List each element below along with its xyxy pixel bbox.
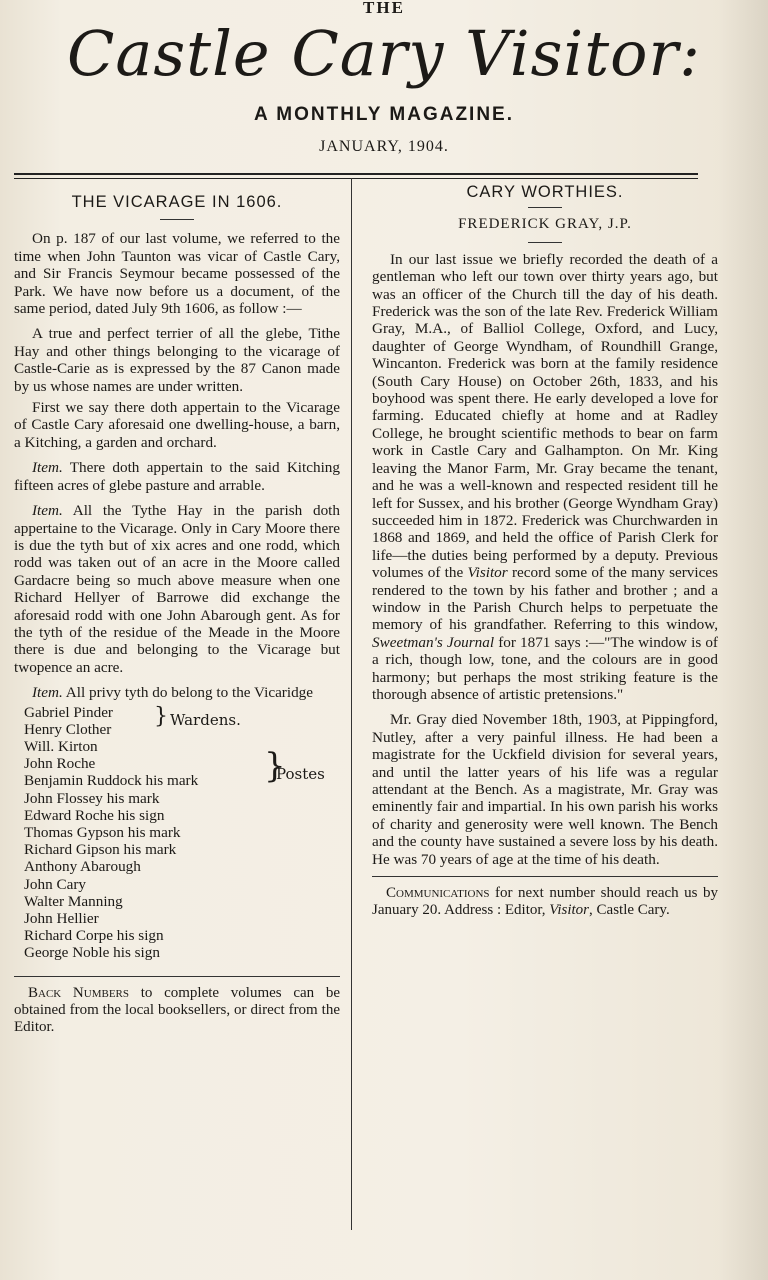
communications-notice [372, 885, 718, 919]
signatory: Gabriel Pinder [24, 703, 113, 721]
paragraph: On p. 187 of our last volume, we referred to the time when John Taunton was vicar of Castle Cary, and Sir Francis Seymour became possessed of the Park. We have now before us a document, of the same period, dated July 9th 1606, as follow :— [14, 230, 340, 318]
signatory: John Roche [24, 755, 96, 773]
signatories-list [14, 807, 340, 962]
signatory: Thomas Gypson his mark [24, 823, 181, 841]
brace-icon: } [264, 746, 286, 787]
publication-name: Visitor [549, 902, 590, 919]
article-subheading: FREDERICK GRAY, J.P. [458, 216, 632, 233]
footer-rule [372, 876, 718, 877]
notice-text: , Castle Cary. [589, 902, 670, 919]
page-edge-shadow [718, 0, 768, 1280]
back-numbers-notice [14, 985, 340, 1036]
header-rule-thin [14, 178, 698, 179]
signatory: Anthony Abarough [24, 858, 141, 876]
heading-rule [528, 242, 562, 243]
wardens-label: Wardens. [170, 710, 241, 729]
signatory: Richard Corpe his sign [24, 927, 164, 945]
publication-name: Sweetman's Journal [372, 633, 495, 651]
signatory: Benjamin Ruddock his mark [24, 772, 199, 790]
paragraph-text: for 1871 says :—"The window is of a rich, though low, tone, and the colours are in good harmony; but perhaps the most striking feature is the thorough absence of artistic pretensions." [372, 633, 718, 703]
column-divider [351, 178, 352, 1230]
article-heading-vicarage: THE VICARAGE IN 1606. [71, 193, 283, 211]
article-heading-worthies: CARY WORTHIES. [466, 183, 624, 201]
postes-label: Postes [276, 765, 325, 784]
paragraph-text: In our last issue we briefly recorded the death of a gentleman who left our town over thirty years ago, but was an officer of the Church till the day of his death. Frederick was the son of the late Rev. Frederick William Gray, M.A., of Balliol College, Oxford, and Lucy, daughter of George Wyndham, of Roundhill Grange, Wincanton. Frederick was born at the family residence (South Cary House) on October 26th, 1833, and his boyhood was spent there. He early developed a love for farming. Educated chiefly at home and at Radley College, he brought scientific methods to bear on farm work in Castle Cary and Galhampton. On Mr. King leaving the Manor Farm, Mr. Gray became the tenant, and he was a well-known and respected resident till he left for Sussex, and his brother (George Wyndham Gray) succeeded him in 1872. Frederick was Churchwarden in 1868 and 1869, and held the office of Parish Clerk for life—the duties being performed by a deputy. Previous volumes of the [372, 250, 718, 582]
paragraph-text: All the Tythe Hay in the parish doth appertaine to the Vicarage. Only in Cary Moore there is due the tyth but of xix acres and one rodd, which rodd was taken out of an acre in the Moore called Gardacre being so much above measure when one Richard Hellyer of Barrowe did exchange the aforesaid rodd with one John Abarough gent. As for the tyth of the residue of the Meade in the Moore there is due and belonging to the Vicarage but twopence an acre. [14, 502, 340, 676]
paragraph-text: All privy tyth do belong to the Vicaridge [65, 684, 314, 702]
paragraph [14, 684, 340, 701]
brace-icon: } [154, 703, 168, 729]
masthead-the: THE [363, 0, 405, 17]
notice-lead: Communications [386, 885, 490, 902]
footer-rule [14, 976, 340, 977]
signatory: John Flossey his mark [24, 789, 160, 807]
signatory: Henry Clother [24, 720, 112, 738]
item-label: Item. [32, 684, 63, 702]
notice-lead: Back Numbers [28, 984, 130, 1001]
signatory: Walter Manning [24, 892, 123, 910]
paragraph-text: There doth appertain to the said Kitching fifteen acres of glebe pasture and arrable. [14, 459, 340, 494]
notice-text: for next number should reach us by January 20. Address : Editor, [372, 885, 719, 919]
signatory: Richard Gipson his mark [24, 841, 177, 859]
paragraph: A true and perfect terrier of all the glebe, Tithe Hay and other things belonging to the vicarage of Castle-Carie as is expressed by the 87 Canon made by us whose names are under written. [14, 325, 340, 395]
paragraph [14, 459, 340, 494]
paragraph [372, 251, 718, 704]
signatory: John Cary [24, 875, 87, 893]
right-column [372, 184, 718, 919]
notice-text: to complete volumes can be obtained from the local booksellers, or direct from the Editor. [14, 984, 341, 1035]
signatory: George Noble his sign [24, 944, 160, 962]
issue-date: JANUARY, 1904. [319, 138, 449, 155]
heading-rule [528, 207, 562, 208]
publication-name: Visitor [467, 564, 508, 582]
left-column [14, 194, 340, 1036]
item-label: Item. [32, 459, 63, 477]
heading-rule [160, 219, 194, 220]
header-rule [14, 173, 698, 175]
magazine-title: Castle Cary Visitor: [66, 17, 702, 90]
paragraph: First we say there doth appertain to the Vicarage of Castle Cary aforesaid one dwelling-house, a barn, a Kitching, a garden and orchard. [14, 399, 340, 451]
signatory: Will. Kirton [24, 737, 98, 755]
paragraph [14, 502, 340, 676]
wardens-group [14, 704, 340, 738]
signatory: John Hellier [24, 910, 99, 927]
paragraph: Mr. Gray died November 18th, 1903, at Pippingford, Nutley, after a very painful illness. He had been a magistrate for the Uckfield division for several years, and until the latter years of his life was a regular attendant at the Bench. As a magistrate, Mr. Gray was eminently fair and impartial. In his own parish his works of charity and generosity were well known. The Bench and the county have sustained a severe loss by his death. He was 70 years of age at the time of his death. [372, 711, 718, 868]
signatory: Edward Roche his sign [24, 806, 165, 824]
magazine-subtitle: A MONTHLY MAGAZINE. [253, 104, 515, 125]
item-label: Item. [32, 502, 63, 520]
paragraph-text: record some of the many services rendered to the town by his father and brother ; and a window in the Parish Church helps to perpetuate the memory of his grandfather. Referring to this window, [372, 564, 718, 634]
